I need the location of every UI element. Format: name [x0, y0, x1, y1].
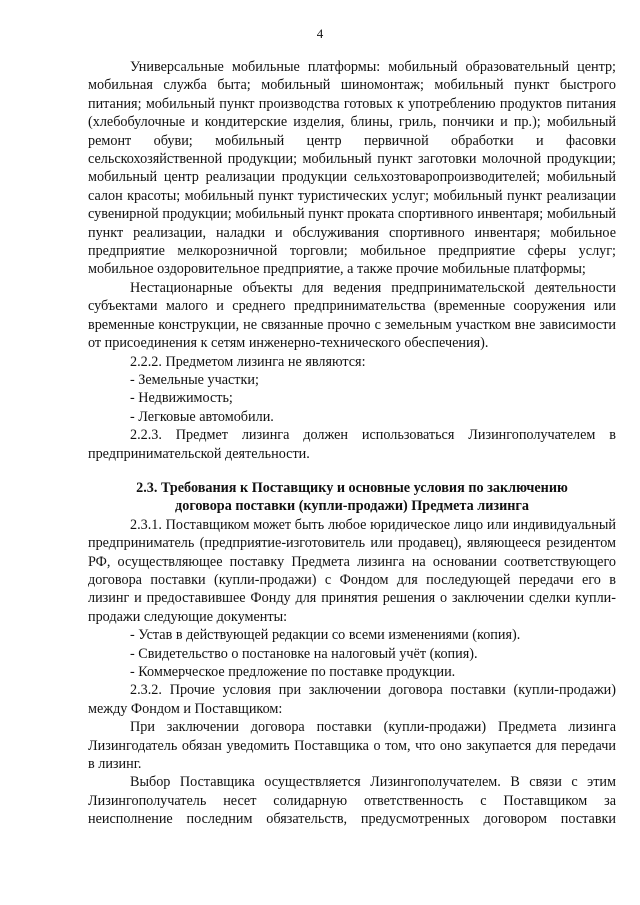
- list-item-charter: - Устав в действующей редакции со всеми изменениями (копия).: [130, 627, 521, 644]
- paragraph-2-2-2: 2.2.2. Предметом лизинга не являются:: [130, 353, 366, 370]
- paragraph-2-2-3: 2.2.3. Предмет лизинга должен использоваться Лизингополучателем в предпринимательской деятельности.: [88, 427, 616, 462]
- list-item-real-estate: - Недвижимость;: [130, 390, 233, 407]
- section-heading-line1: 2.3. Требования к Поставщику и основные условия по заключению: [136, 479, 568, 496]
- list-item-land: - Земельные участки;: [130, 371, 259, 388]
- page-number: 4: [316, 26, 324, 41]
- paragraph-supplier-choice: Выбор Поставщика осуществляется Лизингополучателем. В связи с этим Лизингополучатель несет солидарную ответственность с Поставщиком за неисполнение последним обязательств, предусмотренных договором поставки: [88, 774, 616, 828]
- list-item-cars: - Легковые автомобили.: [130, 408, 274, 425]
- paragraph-2-3-1: 2.3.1. Поставщиком может быть любое юридическое лицо или индивидуальный предприниматель (предприятие-изготовитель или продавец), являющееся резидентом РФ, осуществляющее поставку Предмета лизинга на основании соответствующего договора поставки (купли-продажи) с Фондом для последующей передачи его в лизинг и предоставившее Фонду для принятия решения о заключении сделки купли-продажи следующие документы:: [88, 516, 616, 625]
- paragraph-notify-supplier: При заключении договора поставки (купли-продажи) Предмета лизинга Лизингодатель обязан уведомить Поставщика о том, что оно закупается для передачи в лизинг.: [88, 719, 616, 773]
- paragraph-2-3-2: 2.3.2. Прочие условия при заключении договора поставки (купли-продажи) между Фондом и Поставщиком:: [88, 682, 616, 717]
- list-item-commercial-offer: - Коммерческое предложение по поставке продукции.: [130, 664, 456, 680]
- document-body: [88, 58, 616, 829]
- paragraph-mobile-platforms: Универсальные мобильные платформы: мобильный образовательный центр; мобильная служба быта; мобильный шиномонтаж; мобильный пункт быстрого питания; мобильный пункт производства готовых к употреблению продуктов питания (хлебобулочные и кондитерские изделия, блины, гриль, пончики и пр.); мобильный ремонт обуви; мобильный центр первичной обработки и фасовки сельскохозяйственной продукции; мобильный пункт заготовки молочной продукции; мобильный центр реализации продукции сельхозтоваропроизводителей; мобильный салон красоты; мобильный пункт туристических услуг; мобильный пункт реализации сувенирной продукции; мобильный пункт проката спортивного инвентаря; мобильный пункт реализации, наладки и обслуживания спортивного инвентаря; мобильное предприятие мелкорозничной торговли; мобильное предприятие сферы услуг; мобильное оздоровительное предприятие, а также прочие мобильные платформы;: [88, 59, 616, 278]
- section-heading-line2: договора поставки (купли-продажи) Предмета лизинга: [175, 498, 529, 515]
- list-item-tax-certificate: - Свидетельство о постановке на налоговый учёт (копия).: [130, 645, 478, 662]
- paragraph-non-stationary-objects: Нестационарные объекты для ведения предпринимательской деятельности субъектами малого и среднего предпринимательства (временные сооружения или временные конструкции, не связанные прочно с земельным участком вне зависимости от присоединения к сетям инженерно-технического обеспечения).: [88, 279, 616, 352]
